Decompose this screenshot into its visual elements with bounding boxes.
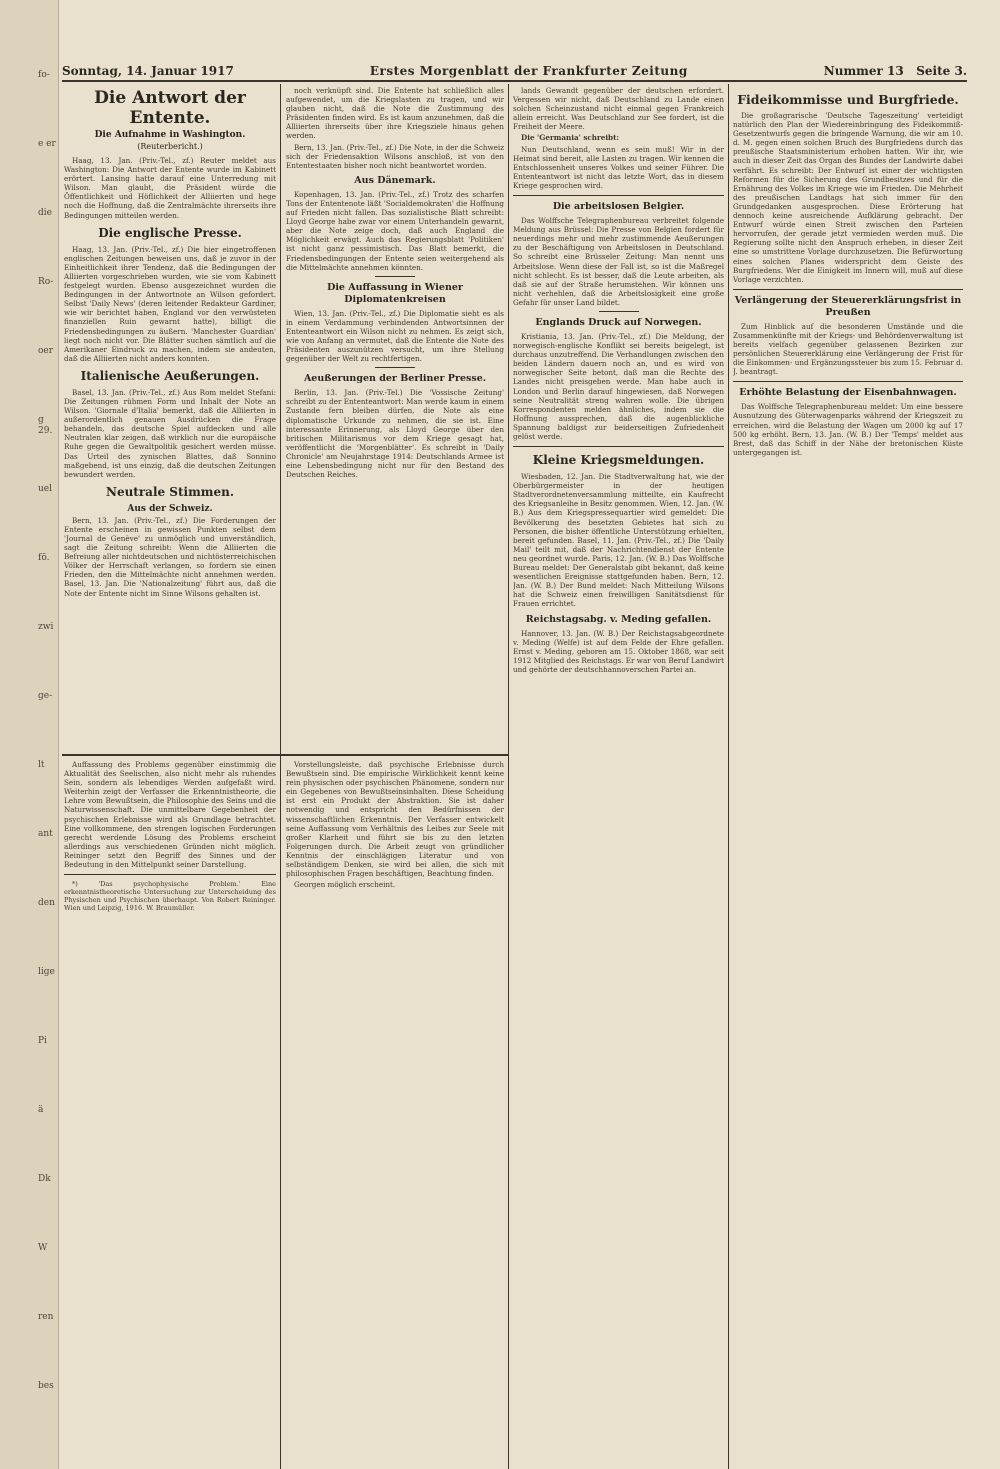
page-number xyxy=(824,64,967,78)
article-paragraph: Nun Deutschland, wenn es sein muß! Wir in der Heimat sind bereit, alle Lasten zu tragen. Wir kennen die Entschlossenheit unseres Volkes und seiner Führer. Die Ententeantwort ist nicht das letzte Wort, das in diesem Kriege gesprochen wird. xyxy=(513,144,724,190)
margin-fragment: fö. xyxy=(38,553,50,563)
article-paragraph: Kopenhagen, 13. Jan. (Priv.-Tel., zf.) Trotz des scharfen Tons der Ententenote läßt 'Socialdemokraten' die Hoffnung auf Frieden nicht fallen. Das sozialistische Blatt schreibt: Lloyd George habe zwar vor einem Unterhandeln gewarnt, aber die Note zeige doch, daß auch England die Möglichkeit erwägt. Auch das Regierungsblatt 'Politiken' ist nicht ganz pessimistisch. Das Blatt bemerkt, die Friedensbedingungen der Entente seien weitergehend als die Mittelmächte annehmen könnten. xyxy=(286,189,504,272)
margin-fragment: ä xyxy=(38,1105,44,1115)
article-paragraph: Wiesbaden, 12. Jan. Die Stadtverwaltung hat, wie der Oberbürgermeister in der heutigen Stadtverordnetenversammlung mitteilte, ein Kaufrecht des Kriegsanleihe in Besitz genommen. Wien, 12. Jan. (W. B.) Aus dem Kriegspressequartier wird gemeldet: Die Bevölkerung des besetzten Gebietes hat sich zu Personen, die bisher öffentliche Unterstützung erhielten, bereit gefunden. Basel, 11. Jan. (Priv.-Tel., zf.) Die 'Daily Mail' teilt mit, daß der Nachrichtendienst der Entente neu geordnet wurde. Paris, 12. Jan. (W. B.) Das Wolffsche Bureau meldet: Der Generalstab gibt bekannt, daß keine wesentlichen Ereignisse stattgefunden haben. Bern, 12. Jan. (W. B.) Der Bund meldet: Nach Mitteilung Wilsons hat die Schweiz einen freiwilligen Sanitätsdienst für Frauen errichtet. xyxy=(513,472,724,609)
margin-fragment: g 29. xyxy=(38,415,53,436)
margin-fragment: ge- xyxy=(38,691,53,701)
section-divider xyxy=(513,195,724,196)
section-heading: Italienische Aeußerungen. xyxy=(80,368,260,383)
section-heading: Englands Druck auf Norwegen. xyxy=(535,316,702,328)
margin-fragment: Pi xyxy=(38,1036,47,1046)
page-header xyxy=(62,60,967,82)
margin-fragment: lt xyxy=(38,760,45,770)
column-3 xyxy=(513,86,724,1461)
margin-fragment: ren xyxy=(38,1312,54,1322)
section-divider xyxy=(733,381,963,382)
footnote: *) 'Das psychophysische Problem.' Eine erkenntnistheoretische Untersuchung zur Unterscheidung des Physischen und Psychischen überhaupt. Von Robert Reininger. Wien und Leipzig, 1916. W. Braumüller. xyxy=(64,880,276,913)
margin-fragment: den xyxy=(38,898,55,908)
masthead: Erstes Morgenblatt der Frankfurter Zeitung xyxy=(369,64,688,78)
article-paragraph: noch verknüpft sind. Die Entente hat schließlich alles aufgewendet, um die Kriegslasten zu tragen, und wir glauben nicht, daß die Note die Zustimmung des Präsidenten finden wird. Es ist kaum anzunehmen, daß die Alliierten ihrerseits über ihre Kriegsziele hinaus gehen werden. xyxy=(286,86,504,141)
section-heading: Erhöhte Belastung der Eisenbahnwagen. xyxy=(739,387,957,399)
margin-fragment: lige xyxy=(38,967,55,977)
article-paragraph: Zum Hinblick auf die besonderen Umstände und die Zusammenkünfte mit der Kriegs- und Behördenverwaltung ist bereits vielfach gegenüber gelassenen Bezirken zur persönlichen Steuererklärung eine Verlängerung der Frist für die Einkommen- und Ergänzungssteuer bis zum 15. Februar d. J. beantragt. xyxy=(733,321,963,377)
issue-date: Sonntag, 14. Januar 1917 xyxy=(62,64,234,78)
article-paragraph: Haag, 13. Jan. (Priv.-Tel., zf.) Reuter meldet aus Washington: Die Antwort der Entente wurde im Kabinett erörtert. Lansing hatte darauf eine Unterredung mit Wilson. Man glaubt, die Präsident würde die Öffentlichkeit und Höflichkeit der Alliierten und hege noch die Hoffnung, daß die Zentralmächte ihrerseits ihre Bedingungen mitteilen werden. xyxy=(64,156,276,220)
section-heading: Die arbeitslosen Belgier. xyxy=(552,201,685,213)
article-paragraph: Wien, 13. Jan. (Priv.-Tel., zf.) Die Diplomatie sieht es als in einem Verdammung verbindenden Antwortsinnen der Ententeantwort ein Wilson nicht zu nehmen. Es zeigt sich, wie von Anfang an vermutet, daß die Entente die Note des Präsidenten auszunützen versucht, um ihre Stellung gegenüber der Welt zu rechtfertigen. xyxy=(286,308,504,364)
article-paragraph: Berlin, 13. Jan. (Priv.-Tel.) Die 'Vossische Zeitung' schreibt zu der Ententeantwort: Man werde kaum in einem Zustande fern bleiben dürfen, die Note als eine diplomatische Urkunde zu nehmen, die sie ist. Eine interessante Erinnerung, als Lloyd George über den britischen Militarismus vor dem Kriege gesagt hat, veröffentlicht die 'Morgenblätter'. Es schreibt in 'Daily Chronicle' am Neujahrstage 1914: Deutschlands Armee ist eine Lebensbedingung nicht nur für den Bestand des Deutschen Reiches. xyxy=(286,388,504,480)
article-headline: Fideikommisse und Burgfriede. xyxy=(737,92,959,107)
section-divider xyxy=(733,289,963,290)
section-heading: Aus Dänemark. xyxy=(354,174,436,186)
footnote-divider xyxy=(64,874,276,875)
margin-fragment: bes xyxy=(38,1381,54,1391)
adjacent-page-margin xyxy=(0,0,59,1469)
column-rule xyxy=(280,84,281,1469)
feuilleton-paragraph: Auffassung des Problems gegenüber einstimmig die Aktualität des Seelischen, also nicht mehr als ruhendes Sein, sondern als lebendiges Werden aufgefaßt wird. Weiterhin zeigt der Verfasser die Erkenntnistheorie, die Lehre vom Bewußtsein, die Philosophie des Seins und die Naturwissenschaft. Die unmittelbare Gegebenheit der psychischen Erlebnisse wird als Grundlage betrachtet. Eine vollkommene, den strengen logischen Forderungen gerecht werdende Lösung des Problems erscheint allerdings aus verschiedenen Gründen nicht möglich. Reininger setzt den Begriff des Sinnes und der Bedeutung in den Mittelpunkt seiner Darstellung. xyxy=(64,760,276,870)
section-divider xyxy=(375,367,415,368)
section-divider xyxy=(599,311,639,312)
margin-fragment: oer xyxy=(38,346,54,356)
article-paragraph: Das Wolffsche Telegraphenbureau meldet: Um eine bessere Ausnutzung des Güterwagenparks während der Kriegszeit zu erreichen, wird die Belastung der Wagen um 2000 kg auf 17 500 kg erhöht. Bern, 13. Jan. (W. B.) Der 'Temps' meldet aus Brest, daß das Schiff in der Nähe der bretonischen Küste untergegangen ist. xyxy=(733,402,963,457)
feuilleton-rule xyxy=(62,754,508,756)
margin-fragment: Dk xyxy=(38,1174,51,1184)
column-rule xyxy=(508,84,509,1469)
quote-label: Die 'Germania' schreibt: xyxy=(521,133,620,143)
page-label: Seite 3. xyxy=(916,64,967,78)
section-heading: Neutrale Stimmen. xyxy=(105,484,235,499)
article-paragraph: Bern, 13. Jan. (Priv.-Tel., zf.) Die Note, in der die Schweiz sich der Friedensaktion Wilsons anschloß, ist von den Ententestaaten bisher noch nicht beantwortet worden. xyxy=(286,142,504,170)
article-paragraph: Die großagrarische 'Deutsche Tageszeitung' verteidigt natürlich den Plan der Wiedereinbringung des Fideikommiß-Gesetzentwurfs gegen die bringende Warnung, die wir am 10. d. M. gegen einen solchen Bruch des Burgfriedens durch das preußische Staatsministerium erhoben hatten. Wir ihr, wie auch in dieser Zeit das Organ des Bundes der Landwirte dabei verfährt. Es schreibt: Der Entwurf ist einer der wichtigsten Reformen für die Sicherung des Grundbesitzes und für die Ernährung des Volkes im Kriege wie im Frieden. Die Mehrheit des preußischen Landtags hat sich immer für den Grundgedanken ausgesprochen. Diese Erörterung hat dennoch keine ausreichende Aufklärung gebracht. Der Entwurf würde einen Streit zwischen den Parteien hervorrufen, der gerade jetzt vermieden werden muß. Die Regierung sollte nicht den Anspruch erheben, in dieser Zeit eine so umstrittene Vorlage durchzusetzen. Die Befürwortung eines solchen Planes widerspricht dem Geiste des Burgfriedens. Wer die Einigkeit im Innern will, muß auf diese Vorlage verzichten. xyxy=(733,111,963,284)
article-paragraph: Haag, 13. Jan. (Priv.-Tel., zf.) Die hier eingetroffenen englischen Zeitungen beweisen uns, daß je zuvor in der Einheitlichkeit ihrer Tendenz, daß die Bedingungen der Alliierten vorgeschrieben wurden, wie sie vom Kabinett festgelegt wurden. Ebenso ausgezeichnet wurden die Bedingungen in der Antwortnote an Wilson gefordert. Selbst 'Daily News' (deren leitender Redakteur Gardiner, wie wir berichtet haben, England vor den verwüsteten finanziellen Ruin gewarnt hatte), billigt die Friedensbedingungen zu äußern. 'Manchester Guardian' liegt noch nicht vor. Die Blätter suchen sämtlich auf die Amerikaner Eindruck zu machen, indem sie andeuten, daß die Alliierten nicht anders konnten. xyxy=(64,244,276,363)
margin-fragment: e er xyxy=(38,139,56,149)
column-2-lower xyxy=(286,760,504,1460)
margin-fragment: uel xyxy=(38,484,53,494)
section-heading: Die Auffassung in Wiener Diplomatenkreisen xyxy=(327,281,463,305)
article-subhead: Die Aufnahme in Washington. xyxy=(94,130,246,140)
margin-fragment: die xyxy=(38,208,52,218)
section-heading: Die englische Presse. xyxy=(98,225,242,240)
section-heading: Kleine Kriegsmeldungen. xyxy=(532,453,705,468)
column-1-upper xyxy=(64,86,276,750)
section-divider xyxy=(375,276,415,277)
article-paragraph: Kristiania, 13. Jan. (Priv.-Tel., zf.) Die Meldung, der norwegisch-englische Konflikt sei bereits beigelegt, ist durchaus unzutreffend. Die Verhandlungen zwischen den beiden Ländern dauern noch an, und es wird von norwegischer Seite betont, daß man die Rechte des Landes nicht preisgeben werde. Man habe auch in London und Berlin darauf hingewiesen, daß Norwegen seine Neutralität streng wahren wolle. Die übrigen Korrespondenten melden ähnliches, indem sie die Hoffnung aussprechen, daß die augenblickliche Spannung baldigst zur beiderseitigen Zufriedenheit gelöst werde. xyxy=(513,331,724,441)
article-paragraph: lands Gewandt gegenüber der deutschen erfordert. Vergessen wir nicht, daß Deutschland zu Lande einen solchen Scheinzustand nicht einmal gegen Frankreich allein erreicht. Was Deutschland zur See fordert, ist die Freiheit der Meere. xyxy=(513,86,724,132)
article-paragraph: Basel, 13. Jan. (Priv.-Tel., zf.) Aus Rom meldet Stefani: Die Zeitungen rühmen Form und Inhalt der Note an Wilson. 'Giornale d'Italia' bemerkt, daß die Alliierten in außerordentlich genauen Ausdrücken die Frage behandeln, das deutsche Spiel aufdecken und alle Neutralen klar zeigen, daß wirklich nur die europäische Ruhe gegen die Gewaltpolitik gesichert werden müsse. Das Urteil des zynischen Blattes, daß Sonnino maßgebend, ist uns einzig, daß die deutschen Zeitungen bewundert werden. xyxy=(64,387,276,479)
section-heading: Reichstagsabg. v. Meding gefallen. xyxy=(525,613,712,625)
section-heading: Aeußerungen der Berliner Presse. xyxy=(303,373,487,385)
feuilleton-closing: Georgen möglich erscheint. xyxy=(294,880,396,890)
margin-fragment: fo- xyxy=(38,70,50,80)
column-2-upper xyxy=(286,86,504,750)
article-paragraph: Das Wolffsche Telegraphenbureau verbreitet folgende Meldung aus Brüssel: Die Presse von Belgien fordert für neuerdings mehr und mehr zustimmende Aeußerungen zu der Beschäftigung von Arbeitslosen in Deutschland. So schreibt eine Brüsseler Zeitung: Man nennt uns Arbeitslose. Wenn diese der Fall ist, so ist die Maßregel nicht schlecht. Es ist besser, daß die Leute arbeiten, als daß sie auf der Straße herumstehen. Wir können uns nicht verhehlen, daß die Arbeitslosigkeit eine große Gefahr für unser Land bildet. xyxy=(513,216,724,307)
margin-fragment: ant xyxy=(38,829,53,839)
section-divider xyxy=(513,446,724,447)
article-headline: Die Antwort der Entente. xyxy=(94,88,246,128)
margin-fragment: W xyxy=(38,1243,48,1253)
section-heading: Verlängerung der Steuererklärungsfrist in Preußen xyxy=(734,294,962,318)
column-rule xyxy=(728,84,729,1469)
article-paragraph: Hannover, 13. Jan. (W. B.) Der Reichstagsabgeordnete v. Meding (Welfe) ist auf dem Felde der Ehre gefallen. Ernst v. Meding, geboren am 15. Oktober 1868, war seit 1912 Mitglied des Reichstags. Er war von Beruf Landwirt und gehörte der deutschhannoverschen Partei an. xyxy=(513,628,724,674)
article-paragraph: Bern, 13. Jan. (Priv.-Tel., zf.) Die Forderungen der Entente erscheinen in gewissen Punkten selbst dem 'Journal de Genève' zu unmöglich und unverständlich, sagt die Zeitung schreibt: Wenn die Alliierten die Befreiung aller nichtdeutschen und nichtösterreichischen Völker der Herrschaft verlangen, so fordern sie einen Frieden, den die Mittelmächte nicht annehmen werden. Basel, 13. Jan. Die 'Nationalzeitung' führt aus, daß die Note der Entente nicht im Sinne Wilsons gehalten ist. xyxy=(64,515,276,598)
issue-number: Nummer 13 xyxy=(823,64,904,78)
margin-fragment: Ro- xyxy=(38,277,54,287)
column-4 xyxy=(733,86,963,1461)
section-subheading: Aus der Schweiz. xyxy=(127,503,213,514)
article-attribution: (Reuterbericht.) xyxy=(137,142,203,151)
margin-fragment: zwi xyxy=(38,622,54,632)
column-1-lower xyxy=(64,760,276,1460)
feuilleton-paragraph: Vorstellungsleiste, daß psychische Erlebnisse durch Bewußtsein sind. Die empirische Wirklichkeit kennt keine rein physischen oder psychischen Phänomene, sondern nur ein Gegebenes von Bewußtseinsinhalten. Diese Scheidung ist erst ein Produkt der Abstraktion. Sie ist daher notwendig und entspricht den Bedürfnissen der wissenschaftlichen Erkenntnis. Der Verfasser entwickelt seine Auffassung vom Verhältnis des Leibes zur Seele mit großer Klarheit und führt sie bis zu den letzten Folgerungen durch. Die Arbeit zeugt von gründlicher Kenntnis der einschlägigen Literatur und von selbständigem Denken, sie wird bei allen, die sich mit philosophischen Fragen beschäftigen, Beachtung finden. xyxy=(286,760,504,879)
